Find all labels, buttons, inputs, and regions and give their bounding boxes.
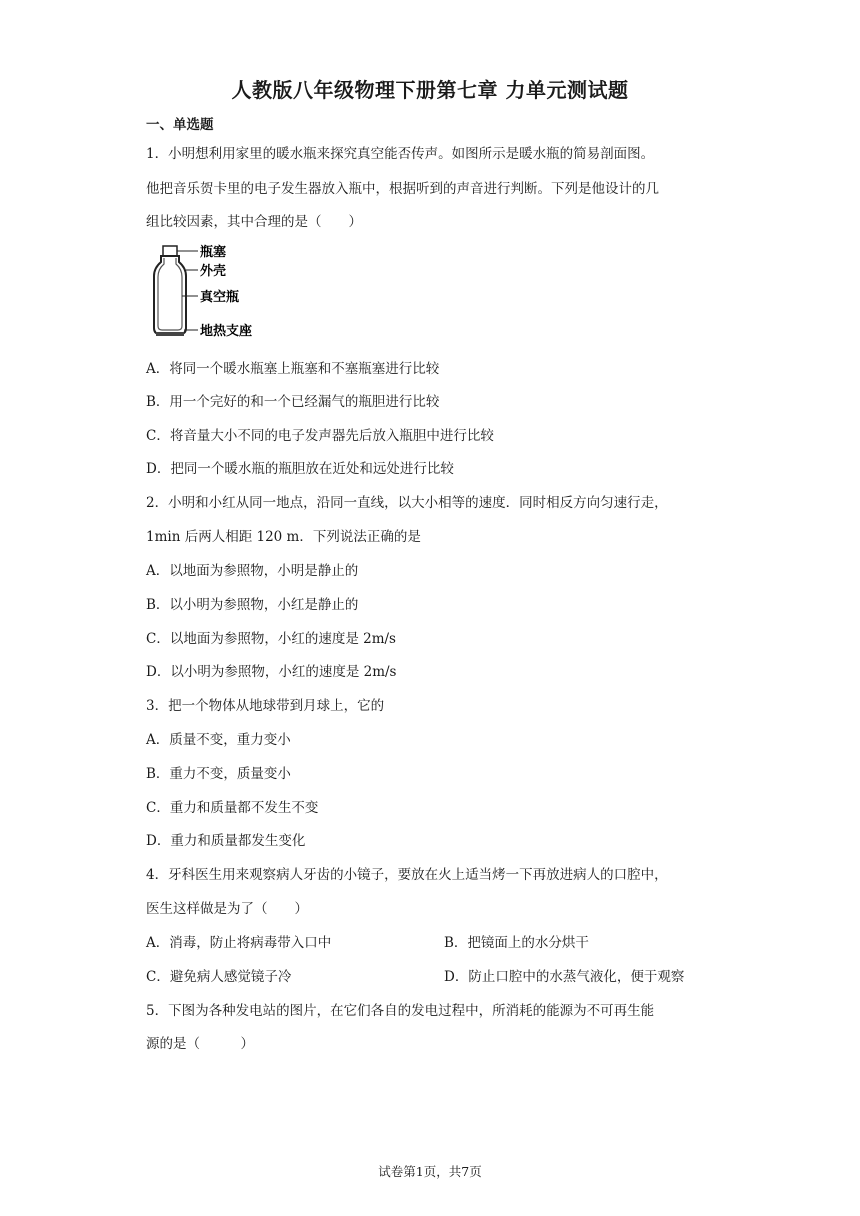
question-2-stem-line: 1min 后两人相距 120 m．下列说法正确的是: [146, 529, 421, 545]
option-text: B．重力不变，质量变小: [146, 766, 291, 782]
option-text: A．将同一个暖水瓶塞上瓶塞和不塞瓶塞进行比较: [146, 361, 440, 377]
figure-label: 真空瓶: [200, 290, 240, 305]
thermos-cross-section-figure: [146, 244, 276, 340]
question-2-stem-line: 2．小明和小红从同一地点，沿同一直线，以大小相等的速度．同时相反方向匀速行走，: [146, 495, 668, 511]
question-3-stem-line: 3．把一个物体从地球带到月球上，它的: [146, 698, 385, 714]
option-text: B．用一个完好的和一个已经漏气的瓶胆进行比较: [146, 394, 440, 410]
option-text: C．避免病人感觉镜子冷: [146, 969, 292, 985]
outer-shell-shape: [154, 256, 186, 334]
figure-label: 外壳: [200, 264, 227, 279]
question-5-stem-line: 源的是（ ）: [146, 1036, 254, 1052]
figure-label: 瓶塞: [200, 245, 227, 260]
option-text: B．以小明为参照物，小红是静止的: [146, 597, 359, 613]
option-text: B．把镜面上的水分烘干: [444, 935, 589, 951]
option-text: D．重力和质量都发生变化: [146, 833, 306, 849]
stopper-shape: [163, 246, 177, 256]
thermos-diagram: [146, 244, 276, 340]
question-1-stem-line: 他把音乐贺卡里的电子发生器放入瓶中，根据听到的声音进行判断。下列是他设计的几: [146, 181, 659, 197]
option-text: D．以小明为参照物，小红的速度是 2m/s: [146, 664, 397, 680]
page-title: 人教版八年级物理下册第七章 力单元测试题: [231, 78, 629, 102]
section-heading: 一、单选题: [146, 117, 214, 133]
question-1-stem-line: 1．小明想利用家里的暖水瓶来探究真空能否传声。如图所示是暖水瓶的简易剖面图。: [146, 146, 655, 162]
option-text: A．消毒，防止将病毒带入口中: [146, 935, 332, 951]
vacuum-flask-shape: [158, 258, 182, 330]
option-text: C．将音量大小不同的电子发声器先后放入瓶胆中进行比较: [146, 428, 494, 444]
option-text: D．把同一个暖水瓶的瓶胆放在近处和远处进行比较: [146, 461, 454, 477]
option-text: A．以地面为参照物，小明是静止的: [146, 563, 359, 579]
base-shape: [156, 332, 184, 336]
figure-label: 地热支座: [200, 324, 253, 339]
option-text: A．质量不变，重力变小: [146, 732, 291, 748]
option-text: C．以地面为参照物，小红的速度是 2m/s: [146, 631, 396, 647]
option-text: C．重力和质量都不发生不变: [146, 800, 319, 816]
question-4-stem-line: 医生这样做是为了（ ）: [146, 901, 308, 917]
page-footer: 试卷第1页，共7页: [378, 1164, 482, 1179]
question-4-stem-line: 4．牙科医生用来观察病人牙齿的小镜子，要放在火上适当烤一下再放进病人的口腔中，: [146, 867, 668, 883]
question-1-stem-line: 组比较因素，其中合理的是（ ）: [146, 214, 362, 230]
question-5-stem-line: 5．下图为各种发电站的图片，在它们各自的发电过程中，所消耗的能源为不可再生能: [146, 1003, 655, 1019]
option-text: D．防止口腔中的水蒸气液化，便于观察: [444, 969, 685, 985]
